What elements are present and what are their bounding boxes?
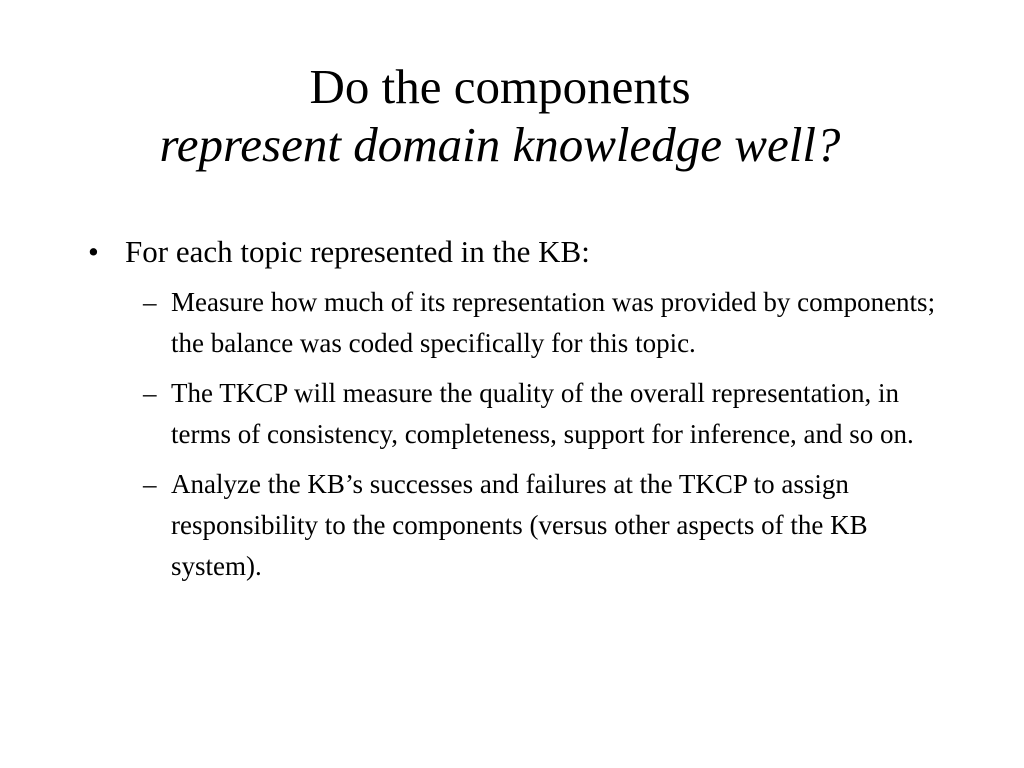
sub-bullet-text: Analyze the KB’s successes and failures at the TKCP to assign responsibility to the components (versus other aspects of the KB system).	[171, 469, 868, 581]
dash-marker: –	[143, 287, 157, 317]
sub-bullet-text: The TKCP will measure the quality of the overall representation, in terms of consistency, completeness, support for inference, and so on.	[171, 378, 914, 449]
sub-bullet-item	[88, 282, 958, 364]
bullet-item	[88, 232, 958, 272]
bullet-marker: •	[88, 234, 99, 269]
slide-body	[88, 232, 958, 596]
dash-marker: –	[143, 378, 157, 408]
sub-bullet-text: Measure how much of its representation was provided by components; the balance was coded specifically for this topic.	[171, 287, 936, 358]
title-line-2: represent domain knowledge well?	[159, 117, 841, 172]
title-line-1: Do the components	[309, 59, 691, 114]
dash-marker: –	[143, 469, 157, 499]
sub-bullet-item	[88, 464, 958, 587]
bullet-text: For each topic represented in the KB:	[125, 234, 590, 269]
sub-bullet-list	[88, 282, 958, 587]
slide-title	[0, 58, 1000, 174]
sub-bullet-item	[88, 373, 958, 455]
